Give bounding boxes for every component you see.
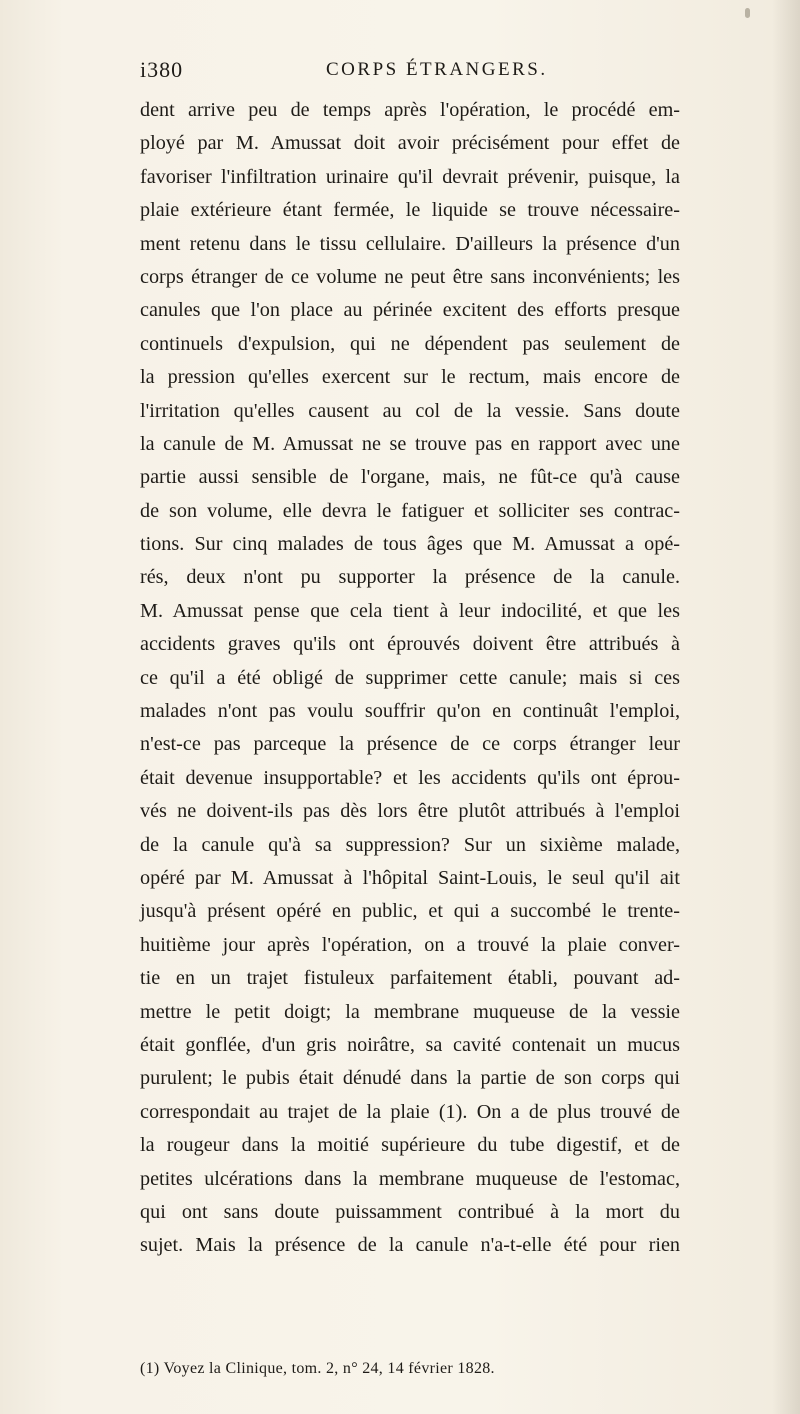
- text-line: accidents graves qu'ils ont éprouvés doivent être attribués à: [140, 633, 680, 656]
- page-number: i380: [140, 57, 184, 82]
- text-line: ce qu'il a été obligé de supprimer cette canule; mais si ces: [140, 666, 680, 689]
- text-line: ment retenu dans le tissu cellulaire. D'ailleurs la présence d'un: [140, 232, 680, 255]
- text-line: était devenue insupportable? et les accidents qu'ils ont éprou-: [140, 766, 680, 789]
- text-line: M. Amussat pense que cela tient à leur indocilité, et que les: [140, 599, 680, 622]
- text-line: tie en un trajet fistuleux parfaitement établi, pouvant ad-: [140, 967, 680, 990]
- running-head: CORPS ÉTRANGERS.: [326, 59, 548, 80]
- text-line: dent arrive peu de temps après l'opération, le procédé em-: [140, 99, 680, 121]
- text-line: canules que l'on place au périnée excitent des efforts presque: [140, 299, 680, 322]
- text-line: de la canule qu'à sa suppression? Sur un sixième malade,: [140, 833, 680, 856]
- text-line: continuels d'expulsion, qui ne dépendent pas seulement de: [140, 332, 680, 355]
- text-line: de son volume, elle devra le fatiguer et solliciter ses contrac-: [140, 499, 680, 522]
- text-line: corps étranger de ce volume ne peut être sans inconvénients; les: [140, 265, 680, 288]
- text-line: vés ne doivent-ils pas dès lors être plutôt attribués à l'emploi: [140, 800, 680, 823]
- text-line: la pression qu'elles exercent sur le rectum, mais encore de: [140, 366, 680, 389]
- text-line: favoriser l'infiltration urinaire qu'il devrait prévenir, puisque, la: [140, 165, 680, 188]
- text-line: était gonflée, d'un gris noirâtre, sa cavité contenait un mucus: [140, 1033, 680, 1056]
- text-line: qui ont sans doute puissamment contribué à la mort du: [140, 1200, 680, 1223]
- text-line: plaie extérieure étant fermée, le liquide se trouve nécessaire-: [140, 199, 680, 222]
- body-text: [140, 94, 680, 1263]
- text-line: jusqu'à présent opéré en public, et qui a succombé le trente-: [140, 900, 680, 923]
- text-line: ployé par M. Amussat doit avoir précisément pour effet de: [140, 132, 680, 155]
- text-line: mettre le petit doigt; la membrane muqueuse de la vessie: [140, 1000, 680, 1023]
- text-line: sujet. Mais la présence de la canule n'a-t-elle été pour rien: [140, 1234, 680, 1257]
- text-line: rés, deux n'ont pu supporter la présence de la canule.: [140, 566, 680, 589]
- text-line: petites ulcérations dans la membrane muqueuse de l'estomac,: [140, 1167, 680, 1190]
- text-line: la canule de M. Amussat ne se trouve pas en rapport avec une: [140, 432, 680, 455]
- page-header: [140, 57, 680, 87]
- ink-speck: [745, 8, 750, 18]
- text-line: l'irritation qu'elles causent au col de la vessie. Sans doute: [140, 399, 680, 422]
- text-line: purulent; le pubis était dénudé dans la partie de son corps qui: [140, 1067, 680, 1090]
- footnote: (1) Voyez la Clinique, tom. 2, n° 24, 14 février 1828.: [140, 1360, 495, 1377]
- text-line: correspondait au trajet de la plaie (1). On a de plus trouvé de: [140, 1100, 680, 1123]
- text-line: huitième jour après l'opération, on a trouvé la plaie conver-: [140, 933, 680, 956]
- text-line: malades n'ont pas voulu souffrir qu'on en continuât l'emploi,: [140, 700, 680, 723]
- text-line: tions. Sur cinq malades de tous âges que M. Amussat a opé-: [140, 533, 680, 556]
- text-line: partie aussi sensible de l'organe, mais, ne fût-ce qu'à cause: [140, 466, 680, 489]
- text-line: n'est-ce pas parceque la présence de ce corps étranger leur: [140, 733, 680, 756]
- page-edge-shadow: [772, 0, 800, 1414]
- text-line: opéré par M. Amussat à l'hôpital Saint-Louis, le seul qu'il ait: [140, 866, 680, 889]
- text-line: la rougeur dans la moitié supérieure du tube digestif, et de: [140, 1134, 680, 1157]
